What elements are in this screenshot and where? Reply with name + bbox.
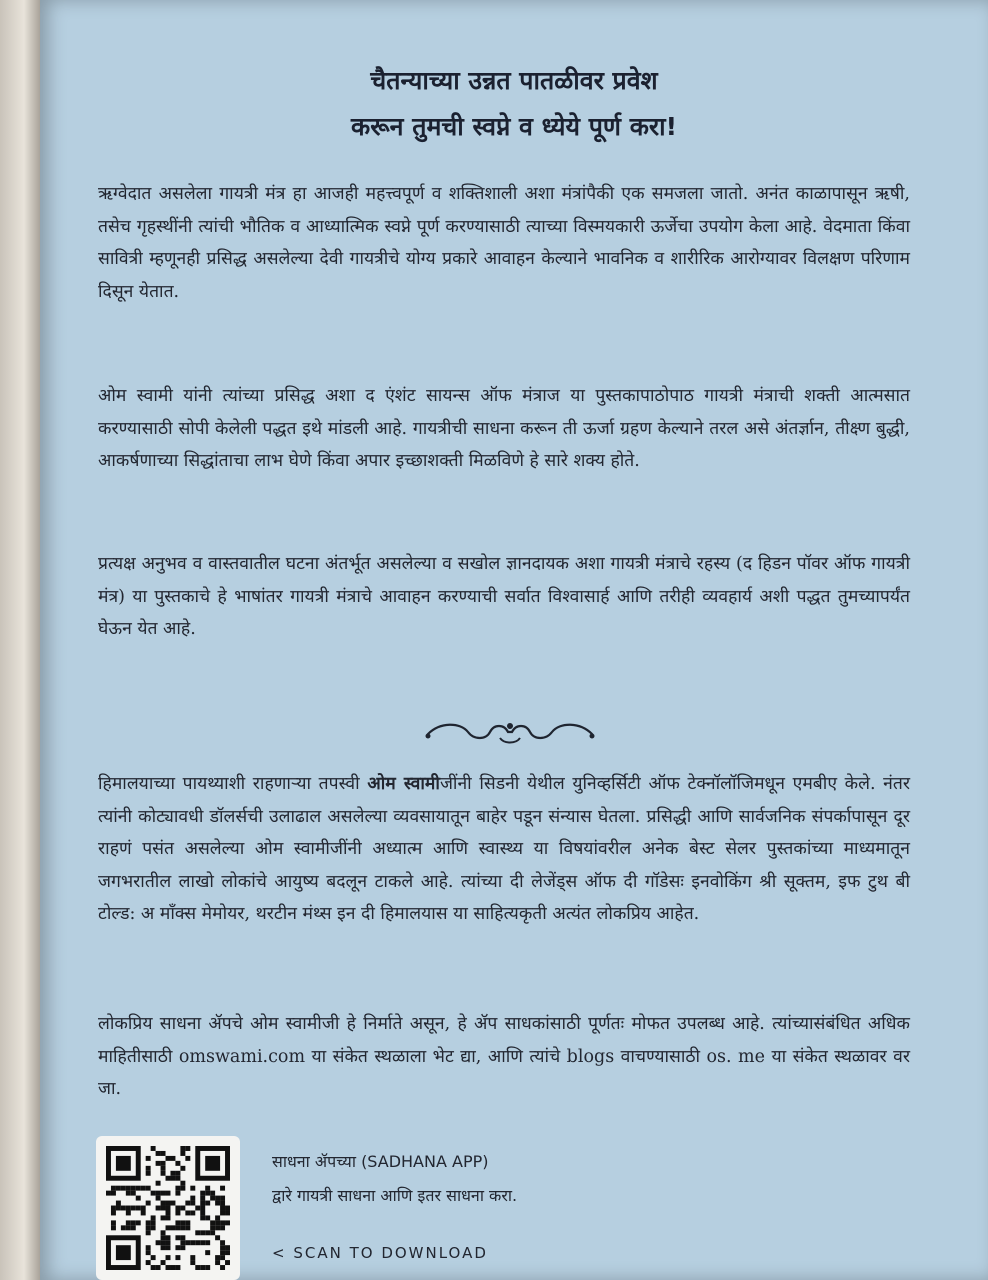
headline-line-2: करून तुमची स्वप्ने व ध्येये पूर्ण करा! xyxy=(351,112,677,141)
scan-to-download-label: < SCAN TO DOWNLOAD xyxy=(272,1244,488,1262)
paragraph-sadhana-app: लोकप्रिय साधना ॲपचे ओम स्वामीजी हे निर्माते असून, हे ॲप साधकांसाठी पूर्णतः मोफत उपलब्ध आहे. त्यांच्यासंबंधित अधिक माहितीसाठी omswami.com या संकेत स्थळाला भेट द्या, आणि त्यांचे blogs वाचण्यासाठी os. me या संकेत स्थळावर वर जा. xyxy=(98,1014,910,1099)
paragraph-gayatri-intro: ऋग्वेदात असलेला गायत्री मंत्र हा आजही महत्त्वपूर्ण व शक्तिशाली अशा मंत्रांपैकी एक समजला जातो. अनंत काळापासून ऋषी, तसेच गृहस्थींनी त्यांची भौतिक व आध्यात्मिक स्वप्ने पूर्ण करण्यासाठी त्याच्या विस्मयकारी ऊर्जेचा उपयोग केला आहे. वेदमाता किंवा सावित्री म्हणूनही प्रसिद्ध असलेल्या देवी गायत्रीचे योग्य प्रकारे आवाहन केल्याने भावनिक व शारीरिक आरोग्यावर विलक्षण परिणाम दिसून येतात. xyxy=(98,184,910,302)
headline xyxy=(40,58,988,150)
paragraph-book-translation: प्रत्यक्ष अनुभव व वास्तवातील घटना अंतर्भूत असलेल्या व सखोल ज्ञानदायक अशा गायत्री मंत्राचे रहस्य (द हिडन पॉवर ऑफ गायत्री मंत्र) या पुस्तकाचे हे भाषांतर गायत्री मंत्राचे आवाहन करण्याची सर्वात विश्वासार्ह आणि तरीही व्यवहार्य अशी पद्धत तुमच्यापर्यंत घेऊन येत आहे. xyxy=(98,554,910,639)
author-name: ओम स्वामी xyxy=(367,774,440,794)
author-bio-post: जींनी सिडनी येथील युनिव्हर्सिटी ऑफ टेक्नॉलॉजिमधून एमबीए केले. नंतर त्यांनी कोट्यावधी डॉलर्सची उलाढाल असलेल्या व्यवसायातून बाहेर पडून संन्यास घेतला. प्रसिद्धी आणि सार्वजनिक संपर्कापासून दूर राहणं पसंत असलेल्या ओम स्वामीजींनी अध्यात्म आणि स्वास्थ्य या विषयांवरील अनेक बेस्ट सेलर पुस्तकांच्या माध्यमातून जगभरातील लाखो लोकांचे आयुष्य बदलून टाकले आहे. त्यांच्या दी लेजेंड्स ऑफ दी गॉडेसः इनवोकिंग श्री सूक्तम, इफ टुथ बी टोल्ड: अ मॉंक्स मेमोयर, थरटीन मंथ्स इन दी हिमालयास या साहित्यकृती अत्यंत लोकप्रिय आहेत. xyxy=(98,774,911,924)
paragraph-author-bio xyxy=(98,768,910,931)
app-title: साधना ॲपच्या (SADHANA APP) xyxy=(272,1152,489,1171)
book-page-edge xyxy=(0,0,40,1280)
headline-line-1: चैतन्याच्या उन्नत पातळीवर प्रवेश xyxy=(370,66,658,95)
paragraph-om-swami-method: ओम स्वामी यांनी त्यांच्या प्रसिद्ध अशा द एंशंट सायन्स ऑफ मंत्राज या पुस्तकापाठोपाठ गायत्री मंत्राची शक्ती आत्मसात करण्यासाठी सोपी केलेली पद्धत इथे मांडली आहे. गायत्रीची साधना करून ती ऊर्जा ग्रहण केल्याने तरल असे अंतर्ज्ञान, तीक्ष्ण बुद्धी, आकर्षणाच्या सिद्धांताचा लाभ घेणे किंवा अपार इच्छाशक्ती मिळविणे हे सारे शक्य होते. xyxy=(98,386,910,471)
qr-code-icon[interactable] xyxy=(96,1136,240,1280)
author-bio-pre: हिमालयाच्या पायथ्याशी राहणाऱ्या तपस्वी xyxy=(98,774,368,794)
ornament-divider-icon xyxy=(420,712,600,752)
back-cover xyxy=(40,0,988,1280)
app-subtitle: द्वारे गायत्री साधना आणि इतर साधना करा. xyxy=(272,1186,518,1205)
